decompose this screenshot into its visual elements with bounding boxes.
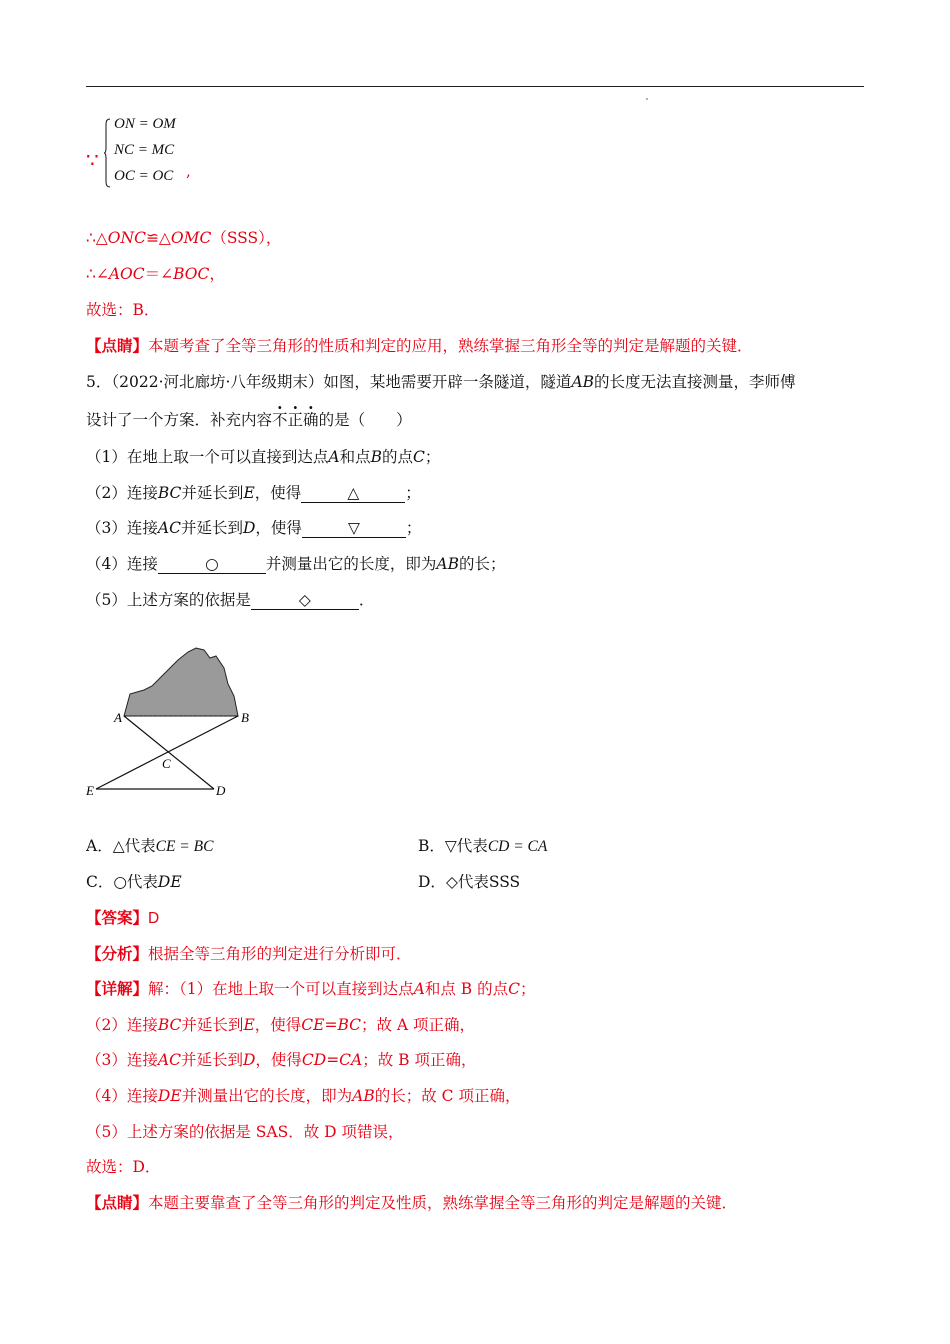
- option-b[interactable]: B．▽代表CD = CA: [418, 837, 548, 855]
- equation-3: OC = OC: [114, 168, 174, 184]
- label-D: D: [216, 783, 226, 798]
- congruence-line: ∴△ONC≌△OMC（SSS），: [86, 229, 282, 247]
- label-A: A: [114, 710, 122, 725]
- blank-down-triangle[interactable]: ▽: [302, 519, 406, 538]
- equation-1: ON = OM: [114, 116, 176, 132]
- comment-line: 【点睛】本题主要靠查了全等三角形的判定及性质，熟练掌握全等三角形的判定是解题的关键．: [86, 1193, 738, 1212]
- left-brace-icon: [104, 118, 111, 188]
- step-4: （4）连接 ○ 并测量出它的长度，即为AB的长；: [86, 555, 506, 573]
- analysis-line: 【分析】根据全等三角形的判定进行分析即可．: [86, 944, 412, 963]
- blank-circle[interactable]: ○: [158, 555, 266, 574]
- blank-triangle[interactable]: △: [301, 484, 405, 503]
- prev-choice-line: 故选：B．: [86, 301, 160, 319]
- option-c[interactable]: C．○代表DE: [86, 873, 182, 891]
- option-a[interactable]: A．△代表CE = BC: [86, 837, 214, 855]
- detail-line: 【详解】解：（1）在地上取一个可以直接到达点A和点 B 的点C；: [86, 979, 536, 998]
- header-dot: [646, 98, 648, 100]
- detail-step-2: （2）连接BC并延长到E，使得CE=BC；故 A 项正确，: [86, 1016, 476, 1034]
- detail-step-5: （5）上述方案的依据是 SAS．故 D 项错误，: [86, 1123, 404, 1141]
- segment-AD: [124, 716, 214, 789]
- step-2: （2）连接BC并延长到E，使得 △ ；: [86, 484, 421, 502]
- label-C: C: [162, 756, 171, 771]
- equation-2: NC = MC: [114, 142, 175, 158]
- system-comma: ,: [186, 162, 191, 180]
- prev-comment-line: 【点睛】本题考查了全等三角形的性质和判定的应用，熟练掌握三角形全等的判定是解题的关键．: [86, 336, 753, 355]
- question-stem-line2: 设计了一个方案．补充内容不正确的是（ ）: [86, 411, 412, 429]
- segment-BE: [96, 716, 238, 789]
- detail-step-3: （3）连接AC并延长到D，使得CD=CA；故 B 项正确，: [86, 1051, 477, 1069]
- angle-line: ∴∠AOC＝∠BOC，: [86, 265, 225, 283]
- label-E: E: [86, 783, 94, 798]
- blank-diamond[interactable]: ◇: [251, 591, 359, 610]
- mountain-shape: [124, 648, 238, 716]
- tunnel-figure: [86, 644, 256, 804]
- step-3: （3）连接AC并延长到D，使得 ▽ ；: [86, 519, 422, 537]
- question-stem-line1: 5．（2022·河北廊坊·八年级期末）如图，某地需要开辟一条隧道，隧道AB的长度无法直接测量，李师傅: [86, 373, 796, 391]
- choice-line: 故选：D．: [86, 1158, 161, 1176]
- label-B: B: [241, 710, 249, 725]
- step-1: （1）在地上取一个可以直接到达点A和点B的点C；: [86, 448, 441, 466]
- step-5: （5）上述方案的依据是 ◇ ．: [86, 591, 375, 609]
- because-symbol: ∵: [86, 148, 99, 172]
- header-rule: [86, 86, 864, 87]
- detail-step-4: （4）连接DE并测量出它的长度，即为AB的长；故 C 项正确，: [86, 1087, 521, 1105]
- option-d[interactable]: D．◇代表SSS: [418, 873, 521, 891]
- answer-line: 【答案】D: [86, 908, 160, 927]
